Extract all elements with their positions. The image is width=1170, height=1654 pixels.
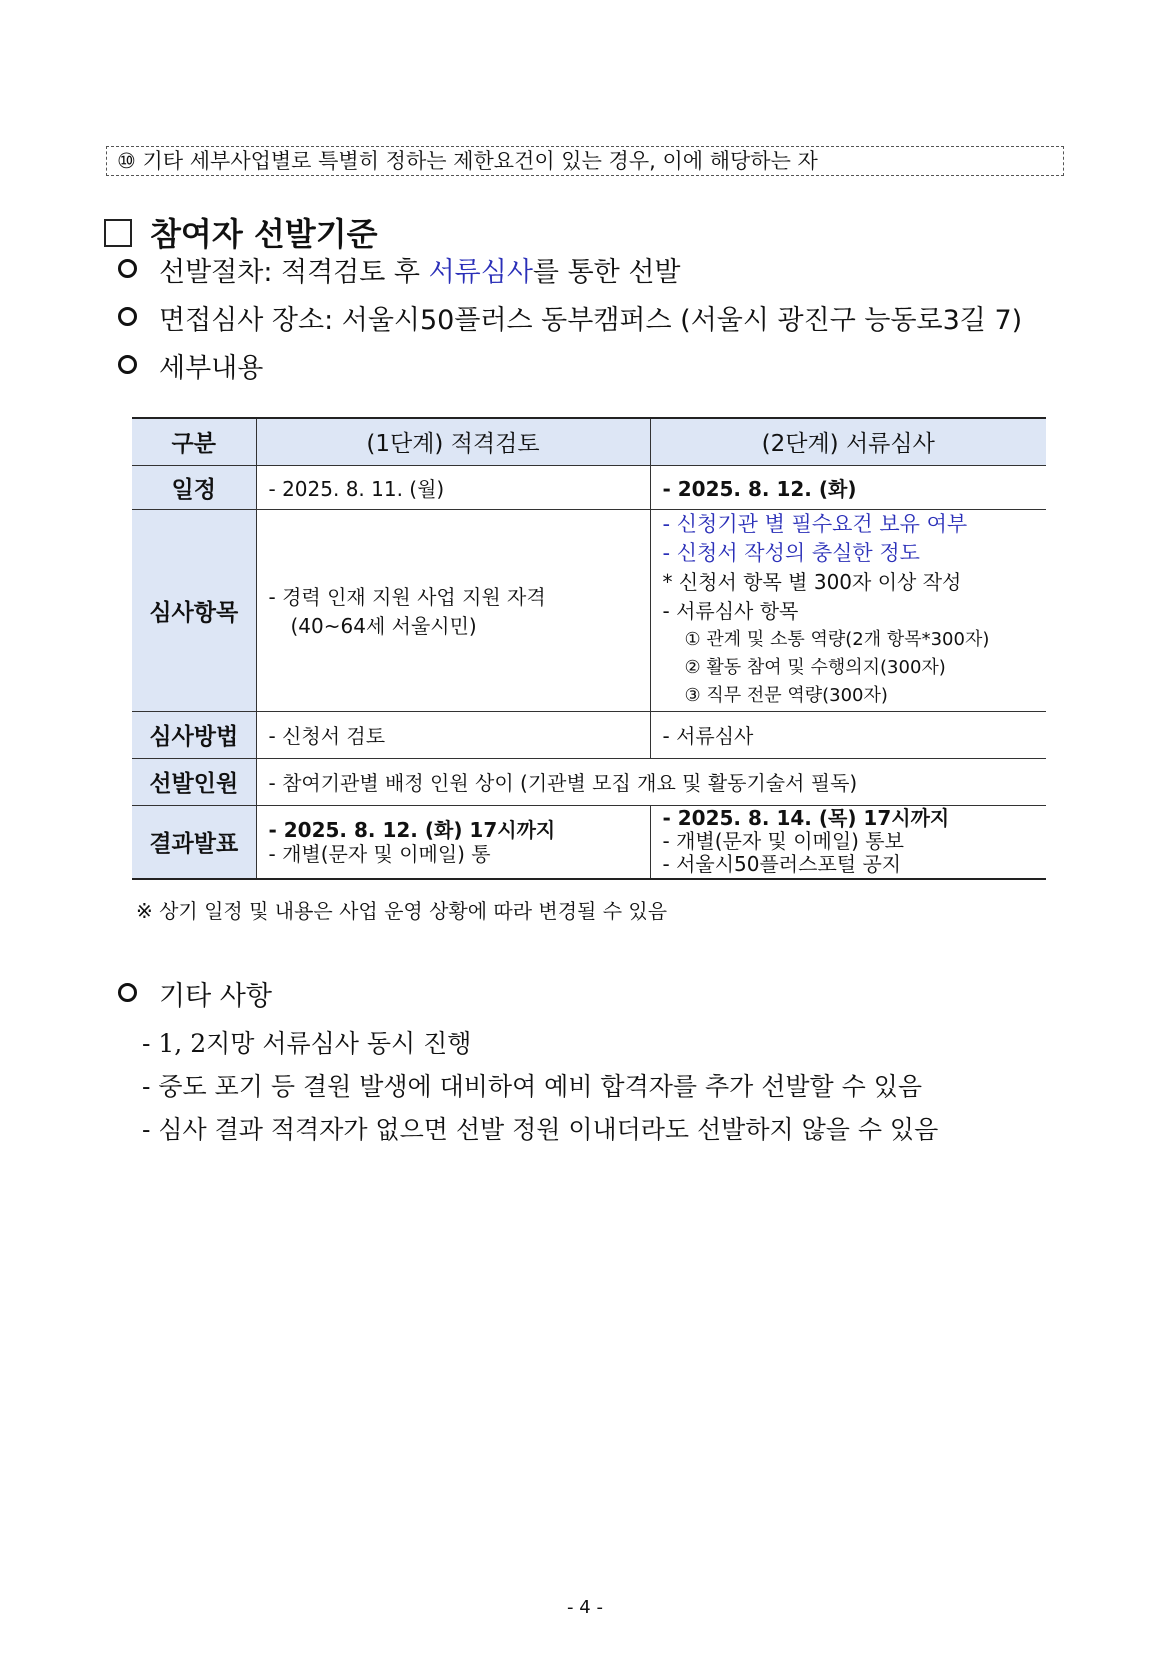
method-stage2: - 서류심사: [650, 711, 1046, 758]
header-stage2: (2단계) 서류심사: [650, 418, 1046, 465]
schedule-stage2: - 2025. 8. 12. (화): [650, 465, 1046, 509]
checkbox-square-icon: [104, 219, 132, 247]
headcount-value: - 참여기관별 배정 인원 상이 (기관별 모집 개요 및 활동기술서 필독): [256, 758, 1046, 805]
procedure-prefix: 선발절차: 적격검토 후: [159, 257, 429, 288]
header-category: 구분: [132, 418, 256, 465]
procedure-highlight: 서류심사: [428, 257, 533, 288]
procedure-suffix: 를 통한 선발: [532, 257, 681, 288]
result-stage1-line: - 2025. 8. 12. (화) 17시까지: [268, 817, 556, 842]
top-note-text: ⑩ 기타 세부사업별로 특별히 정하는 제한요건이 있는 경우, 이에 해당하는 자: [117, 149, 818, 173]
etc-item: - 심사 결과 적격자가 없으면 선발 정원 이내더라도 선발하지 않을 수 있음: [142, 1115, 939, 1144]
items-stage2-sub: ③ 직무 전문 역량(300자): [684, 685, 888, 706]
table-note: ※ 상기 일정 및 내용은 사업 운영 상황에 따라 변경될 수 있음: [136, 899, 668, 923]
result-stage2-line: - 서울시50플러스포털 공지: [662, 852, 902, 877]
table-row-method: [132, 711, 1046, 758]
section-title-text: 참여자 선발기준: [150, 215, 378, 253]
items-stage2-blue-line: - 신청기관 별 필수요건 보유 여부: [662, 512, 968, 536]
row-label-items: 심사항목: [132, 509, 256, 711]
schedule-stage1: - 2025. 8. 11. (월): [256, 465, 650, 509]
result-stage2: [650, 805, 1046, 879]
etc-heading: 기타 사항: [159, 981, 272, 1012]
items-stage2-line: * 신청서 항목 별 300자 이상 작성: [662, 570, 962, 594]
result-stage2-line: - 2025. 8. 14. (목) 17시까지: [662, 806, 950, 831]
result-stage1-line: - 개별(문자 및 이메일) 통: [268, 841, 491, 866]
interview-place-text: 면접심사 장소: 서울시50플러스 동부캠퍼스 (서울시 광진구 능동로3길 7): [159, 305, 1023, 336]
header-stage1: (1단계) 적격검토: [256, 418, 650, 465]
items-stage1-line: (40~64세 서울시민): [290, 614, 477, 638]
circle-bullet-icon: [118, 259, 137, 278]
row-label-headcount: 선발인원: [132, 758, 256, 805]
table-row-schedule: [132, 465, 1046, 509]
table-row-items: [132, 509, 1046, 711]
circle-bullet-icon: [118, 983, 137, 1002]
interview-place-bullet: [118, 301, 1022, 341]
details-bullet: [118, 349, 263, 389]
etc-item: - 중도 포기 등 결원 발생에 대비하여 예비 합격자를 추가 선발할 수 있음: [142, 1072, 923, 1101]
items-stage2: [650, 509, 1046, 711]
etc-bullet: [118, 977, 272, 1017]
selection-criteria-table: [132, 417, 1046, 880]
items-stage2-blue-line: - 신청서 작성의 충실한 정도: [662, 541, 920, 565]
table-header-row: [132, 418, 1046, 465]
section-title: [104, 210, 378, 258]
result-stage1: [256, 805, 650, 879]
result-stage2-line: - 개별(문자 및 이메일) 통보: [662, 829, 904, 854]
top-note-box: [106, 146, 1064, 176]
items-stage1-line: - 경력 인재 지원 사업 지원 자격: [268, 585, 546, 609]
row-label-method: 심사방법: [132, 711, 256, 758]
items-stage1: [256, 509, 650, 711]
circle-bullet-icon: [118, 307, 137, 326]
row-label-result: 결과발표: [132, 805, 256, 879]
table-row-result: [132, 805, 1046, 879]
items-stage2-sub: ② 활동 참여 및 수행의지(300자): [684, 657, 946, 678]
page-number: - 4 -: [567, 1597, 603, 1618]
details-heading: 세부내용: [159, 353, 264, 384]
etc-item: - 1, 2지망 서류심사 동시 진행: [142, 1029, 472, 1058]
row-label-schedule: 일정: [132, 465, 256, 509]
method-stage1: - 신청서 검토: [256, 711, 650, 758]
procedure-bullet: [118, 253, 681, 293]
items-stage2-sub: ① 관계 및 소통 역량(2개 항목*300자): [684, 629, 990, 650]
items-stage2-line: - 서류심사 항목: [662, 599, 799, 623]
circle-bullet-icon: [118, 355, 137, 374]
table-row-headcount: [132, 758, 1046, 805]
